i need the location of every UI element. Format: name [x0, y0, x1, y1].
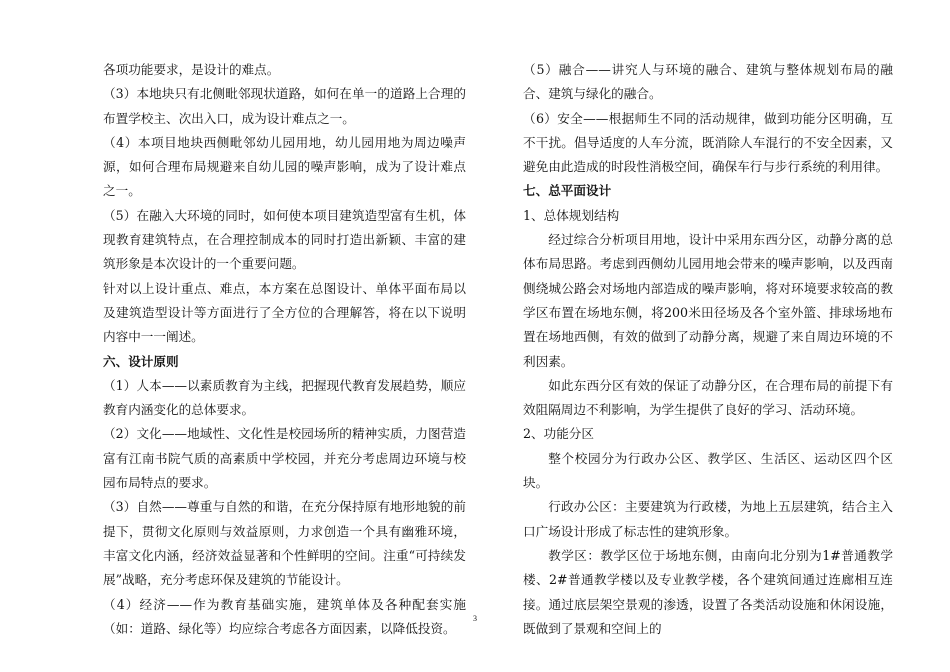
paragraph: 行政办公区：主要建筑为行政楼，为地上五层建筑，结合主入口广场设计形成了标志性的建筑形象。 — [523, 499, 893, 539]
paragraph: （3）自然——尊重与自然的和谐，在充分保持原有地形地貌的前提下，贯彻文化原则与效益原则，力求创造一个具有幽雅环境，丰富文化内涵，经济效益显著和个性鲜明的空间。注重“可持续发展”战略，充分考虑环保及建筑的节能设计。 — [103, 499, 466, 588]
section-heading-7: 七、总平面设计 — [523, 183, 612, 199]
paragraph: 针对以上设计重点、难点，本方案在总图设计、单体平面布局以及建筑造型设计等方面进行了全方位的合理解答，将在以下说明内容中一一阐述。 — [103, 280, 466, 345]
subheading: 1、总体规划结构 — [523, 207, 620, 223]
paragraph: 各项功能要求，是设计的难点。 — [103, 62, 280, 77]
paragraph: （5）在融入大环境的同时，如何使本项目建筑造型富有生机，体现教育建筑特点，在合理控制成本的同时打造出新颖、丰富的建筑形象是本次设计的一个重要问题。 — [103, 207, 466, 272]
paragraph: 整个校园分为行政办公区、教学区、生活区、运动区四个区块。 — [523, 450, 893, 491]
paragraph: （3）本地块只有北侧毗邻现状道路，如何在单一的道路上合理的布置学校主、次出入口，成为设计难点之一。 — [103, 86, 466, 126]
paragraph: （1）人本——以素质教育为主线，把握现代教育发展趋势，顺应教育内涵变化的总体要求。 — [103, 377, 466, 418]
paragraph: （4）本项目地块西侧毗邻幼儿园用地，幼儿园用地为周边噪声源，如何合理布局规避来自幼儿园的噪声影响，成为了设计难点之一。 — [103, 134, 466, 199]
paragraph: （4）经济——作为教育基础实施，建筑单体及各种配套实施（如：道路、绿化等）均应综合考虑各方面因素，以降低投资。 — [103, 596, 466, 636]
paragraph: 如此东西分区有效的保证了动静分区，在合理布局的前提下有效阻隔周边不利影响，为学生提供了良好的学习、活动环境。 — [523, 377, 893, 418]
paragraph: 教学区：教学区位于场地东侧，由南向北分别为1#普通教学楼、2#普通教学楼以及专业教学楼，各个建筑间通过连廊相互连接。通过底层架空景观的渗透，设置了各类活动设施和休闲设施，既做到了景观和空间上的 — [523, 547, 893, 636]
section-heading-6: 六、设计原则 — [103, 353, 179, 369]
paragraph: 经过综合分析项目用地，设计中采用东西分区，动静分离的总体布局思路。考虑到西侧幼儿园用地会带来的噪声影响，以及西南侧绕城公路会对场地内部造成的噪声影响，将对环境要求较高的教学区布置在场地东侧，将200米田径场及各个室外篮、排球场地布置在场地西侧，有效的做到了动静分离，规避了来自周边环境的不利因素。 — [523, 232, 893, 369]
paragraph: （5）融合——讲究人与环境的融合、建筑与整体规划布局的融合、建筑与绿化的融合。 — [523, 62, 893, 102]
page-number: 3 — [473, 614, 477, 623]
right-column — [523, 58, 893, 641]
left-column — [103, 58, 466, 641]
paragraph: （2）文化——地域性、文化性是校园场所的精神实质，力图营造富有江南书院气质的高素质中学校园，并充分考虑周边环境与校园布局特点的要求。 — [103, 426, 466, 491]
paragraph: （6）安全——根据师生不同的活动规律，做到功能分区明确，互不干扰。倡导适度的人车分流，既消除人车混行的不安全因素，又避免由此造成的时段性消极空间，确保车行与步行系统的利用律。 — [523, 110, 893, 175]
subheading: 2、功能分区 — [523, 426, 594, 442]
